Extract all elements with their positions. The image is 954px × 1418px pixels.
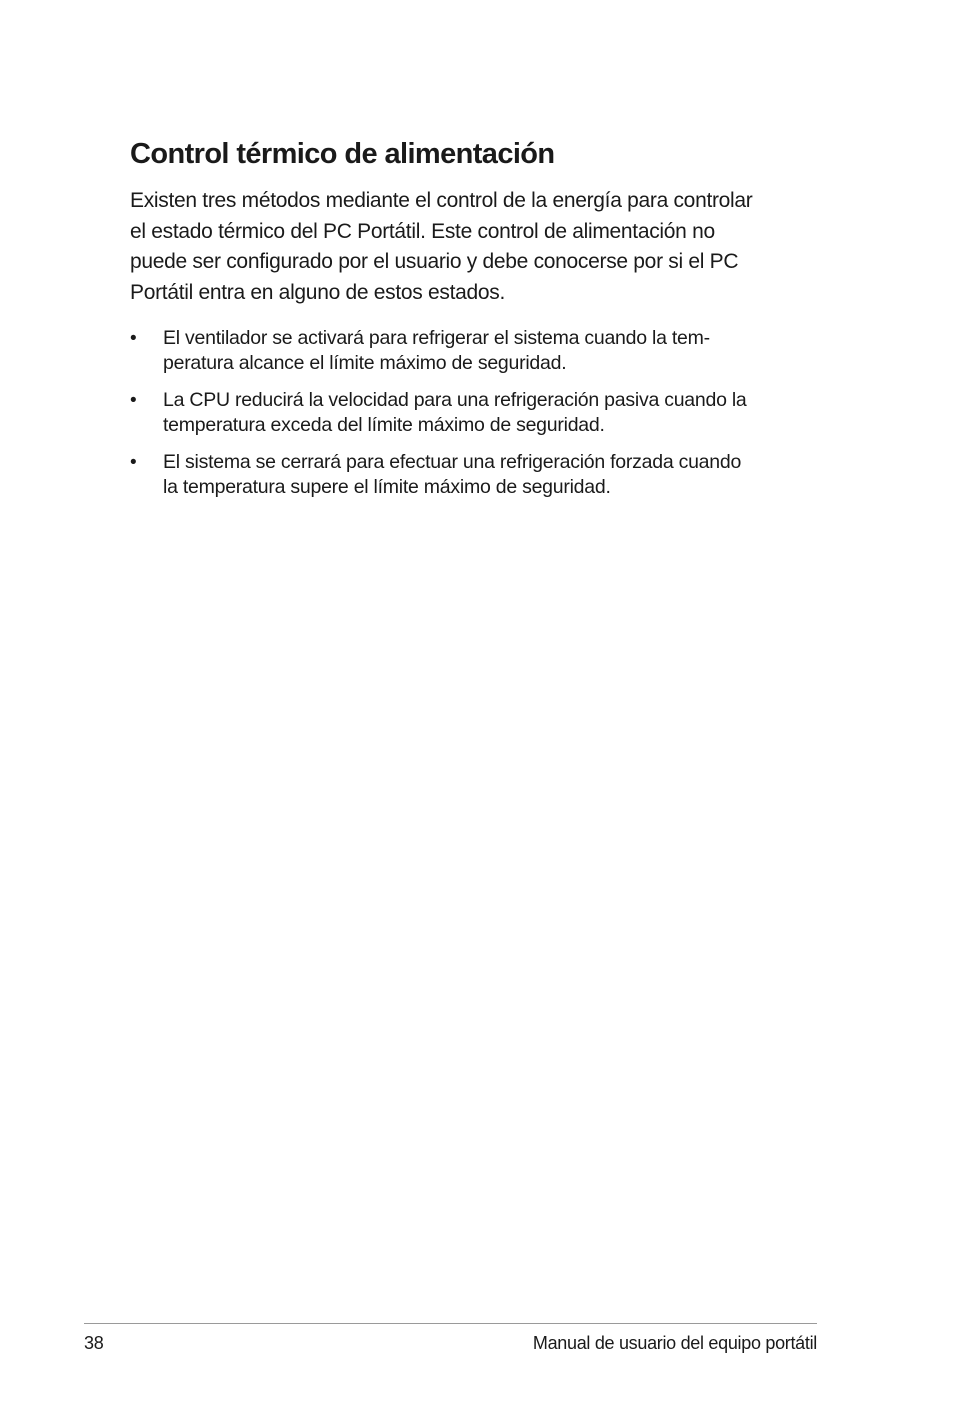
- list-item-cpu: [130, 388, 830, 438]
- list-item-line: temperatura exceda del límite máximo de seguridad.: [163, 414, 605, 436]
- bullet-icon: •: [130, 452, 137, 473]
- list-item-shutdown: [130, 450, 830, 500]
- intro-line: Portátil entra en alguno de estos estados.: [130, 280, 505, 304]
- page-title: Control térmico de alimentación: [130, 138, 555, 170]
- footer-manual-title: Manual de usuario del equipo portátil: [532, 1333, 817, 1353]
- bullet-icon: •: [130, 390, 137, 411]
- intro-line: el estado térmico del PC Portátil. Este control de alimentación no: [130, 219, 715, 243]
- list-item-line: la temperatura supere el límite máximo de seguridad.: [163, 476, 611, 498]
- list-item-fan: [130, 326, 830, 376]
- page-number: 38: [84, 1333, 104, 1353]
- list-item-line: La CPU reducirá la velocidad para una refrigeración pasiva cuando la: [163, 389, 747, 411]
- bullet-icon: •: [130, 328, 137, 349]
- footer-divider: [84, 1323, 817, 1324]
- intro-paragraph: [130, 186, 830, 308]
- list-item-line: peratura alcance el límite máximo de seguridad.: [163, 352, 567, 374]
- list-item-line: El sistema se cerrará para efectuar una refrigeración forzada cuando: [163, 451, 742, 473]
- thermal-states-list: [130, 326, 830, 500]
- intro-line: Existen tres métodos mediante el control de la energía para controlar: [130, 189, 753, 212]
- list-item-line: El ventilador se activará para refrigerar el sistema cuando la tem-: [163, 327, 710, 349]
- intro-line: puede ser configurado por el usuario y debe conocerse por si el PC: [130, 250, 739, 273]
